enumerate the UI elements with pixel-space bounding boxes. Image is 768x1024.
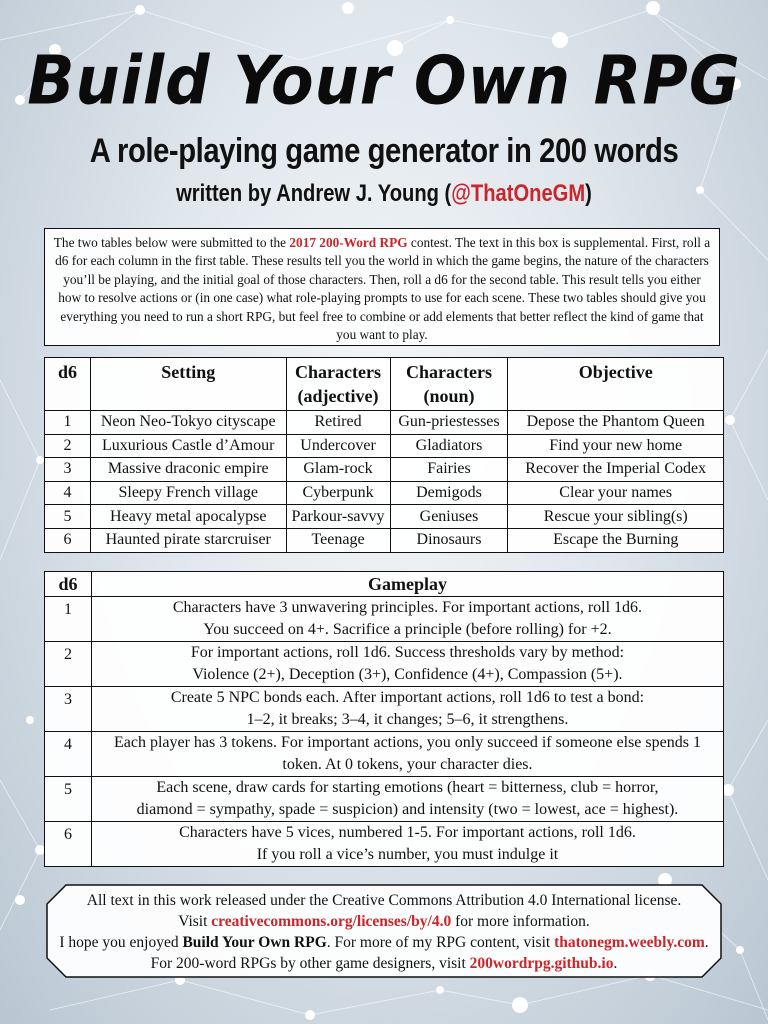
objective-cell: Depose the Phantom Queen xyxy=(508,411,724,435)
contest-name: 2017 200-Word RPG xyxy=(289,235,408,250)
objective-cell: Find your new home xyxy=(508,434,724,458)
contest-site-post: . xyxy=(613,955,618,972)
objective-cell: Recover the Imperial Codex xyxy=(508,458,724,482)
gameplay-cell xyxy=(91,597,723,642)
setting-cell: Heavy metal apocalypse xyxy=(90,505,286,529)
license-footer xyxy=(46,884,722,978)
license-link[interactable]: creativecommons.org/licenses/by/4.0 xyxy=(211,913,452,930)
author-site-link[interactable]: thatonegm.weebly.com xyxy=(554,934,705,951)
roll-number: 5 xyxy=(45,505,91,529)
noun-cell: Fairies xyxy=(390,458,508,482)
table-row xyxy=(45,505,724,529)
gameplay-table-header xyxy=(45,572,724,597)
setting-cell: Haunted pirate starcruiser xyxy=(90,528,286,552)
adjective-cell: Undercover xyxy=(286,434,390,458)
roll-number: 3 xyxy=(45,458,91,482)
gameplay-line: Violence (2+), Deception (3+), Confidence (4+), Compassion (5+). xyxy=(192,666,623,683)
byline xyxy=(61,180,706,208)
intro-text-start: The two tables below were submitted to the xyxy=(53,235,290,250)
setting-cell: Sleepy French village xyxy=(90,481,286,505)
author-site-post: . xyxy=(704,934,709,951)
gameplay-line: For important actions, roll 1d6. Success thresholds vary by method: xyxy=(190,644,625,661)
objective-cell: Clear your names xyxy=(508,481,724,505)
header-characters-adjective: Characters (adjective) xyxy=(286,358,390,411)
header-setting: Setting xyxy=(90,358,286,411)
header-characters-noun: Characters (noun) xyxy=(390,358,508,411)
adjective-cell: Retired xyxy=(286,411,390,435)
roll-number: 4 xyxy=(45,732,92,777)
roll-number: 1 xyxy=(45,411,91,435)
gameplay-cell xyxy=(91,777,723,822)
header-d6: d6 xyxy=(45,572,92,597)
table-row xyxy=(45,822,724,867)
header-gameplay: Gameplay xyxy=(91,572,723,597)
setting-cell: Neon Neo-Tokyo cityscape xyxy=(90,411,286,435)
page-subtitle: A role-playing game generator in 200 words xyxy=(89,132,679,170)
noun-cell: Dinosaurs xyxy=(390,528,508,552)
adjective-cell: Teenage xyxy=(286,528,390,552)
table-row xyxy=(45,411,724,435)
license-line: All text in this work released under the Creative Commons Attribution 4.0 International license. xyxy=(86,892,682,909)
setting-table xyxy=(44,357,724,553)
noun-cell: Geniuses xyxy=(390,505,508,529)
gameplay-table xyxy=(44,571,724,867)
adjective-cell: Glam-rock xyxy=(286,458,390,482)
header-objective: Objective xyxy=(508,358,724,411)
table-row xyxy=(45,732,724,777)
gameplay-line: Create 5 NPC bonds each. After important actions, roll 1d6 to test a bond: xyxy=(170,689,645,706)
gameplay-cell xyxy=(91,822,723,867)
author-site-pre: I hope you enjoyed xyxy=(59,934,183,951)
noun-cell: Gun-priestesses xyxy=(390,411,508,435)
roll-number: 3 xyxy=(45,687,92,732)
roll-number: 4 xyxy=(45,481,91,505)
intro-text-rest: contest. The text in this box is supplemental. First, roll a d6 for each column in the first table. These results tell you the world in which the game begins, the nature of the characters you’ll be playing, and the initial goal of those characters. Then, roll a d6 for the second table. This result tells you either how to resolve actions or (in one case) what role-playing prompts to use for each scene. These two tables should give you everything you need to run a short RPG, but feel free to combine or add elements that better reflect the kind of game that you want to play. xyxy=(55,235,711,343)
adjective-cell: Parkour-savvy xyxy=(286,505,390,529)
author-handle: @ThatOneGM xyxy=(451,180,586,207)
gameplay-line: Each player has 3 tokens. For important actions, you only succeed if someone else spends 1 xyxy=(113,734,701,751)
gameplay-cell xyxy=(91,732,723,777)
license-info-pre: Visit xyxy=(178,913,212,930)
setting-cell: Luxurious Castle d’Amour xyxy=(90,434,286,458)
footer-text xyxy=(46,890,722,974)
gameplay-cell xyxy=(91,687,723,732)
table-row xyxy=(45,597,724,642)
game-name: Build Your Own RPG xyxy=(182,934,327,951)
roll-number: 6 xyxy=(45,822,92,867)
contest-site-pre: For 200-word RPGs by other game designers, visit xyxy=(150,955,470,972)
intro-box xyxy=(44,228,720,346)
author-site-mid: . For more of my RPG content, visit xyxy=(326,934,555,951)
gameplay-line: Characters have 3 unwavering principles. For important actions, roll 1d6. xyxy=(172,599,643,616)
roll-number: 6 xyxy=(45,528,91,552)
table-row xyxy=(45,528,724,552)
gameplay-cell xyxy=(91,642,723,687)
gameplay-line: Each scene, draw cards for starting emotions (heart = bitterness, club = horror, xyxy=(156,779,659,796)
table-row xyxy=(45,642,724,687)
objective-cell: Rescue your sibling(s) xyxy=(508,505,724,529)
roll-number: 2 xyxy=(45,434,91,458)
setting-table-header xyxy=(45,358,724,411)
noun-cell: Gladiators xyxy=(390,434,508,458)
gameplay-line: Characters have 5 vices, numbered 1-5. For important actions, roll 1d6. xyxy=(179,824,636,841)
author-site-line xyxy=(46,932,722,953)
license-info-post: for more information. xyxy=(451,913,590,930)
table-row xyxy=(45,777,724,822)
contest-site-link[interactable]: 200wordrpg.github.io xyxy=(469,955,614,972)
roll-number: 2 xyxy=(45,642,92,687)
contest-site-line xyxy=(46,953,722,974)
gameplay-line: You succeed on 4+. Sacrifice a principle (before rolling) for +2. xyxy=(203,621,612,638)
byline-suffix: ) xyxy=(585,180,592,207)
table-row xyxy=(45,687,724,732)
table-row xyxy=(45,434,724,458)
roll-number: 5 xyxy=(45,777,92,822)
noun-cell: Demigods xyxy=(390,481,508,505)
byline-prefix: written by Andrew J. Young ( xyxy=(176,180,452,207)
objective-cell: Escape the Burning xyxy=(508,528,724,552)
page-title: Build Your Own RPG xyxy=(27,41,741,120)
setting-cell: Massive draconic empire xyxy=(90,458,286,482)
gameplay-line: token. At 0 tokens, your character dies. xyxy=(282,756,533,773)
gameplay-line: If you roll a vice’s number, you must indulge it xyxy=(256,846,559,863)
roll-number: 1 xyxy=(45,597,92,642)
license-info-line xyxy=(46,911,722,932)
table-row xyxy=(45,481,724,505)
header-d6: d6 xyxy=(45,358,91,411)
table-row xyxy=(45,458,724,482)
gameplay-line: 1–2, it breaks; 3–4, it changes; 5–6, it strengthens. xyxy=(246,711,569,728)
gameplay-line: diamond = sympathy, spade = suspicion) and intensity (two = lowest, ace = highest). xyxy=(136,801,679,818)
adjective-cell: Cyberpunk xyxy=(286,481,390,505)
